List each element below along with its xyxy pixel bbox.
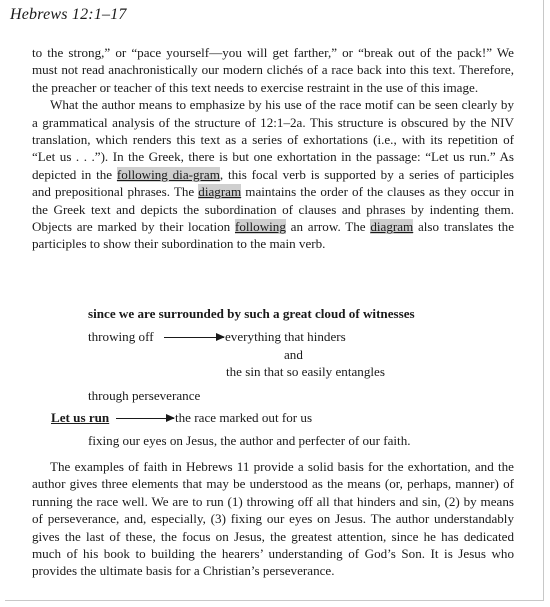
paragraph-2-text-a: What the author means to emphasize by his use of the race motif can be seen clearly by a grammatical analysis of the structure of 12:1–2a. This structure is obscured by the NIV translation, which renders this text as a series of exhortations (i.e., with its repetition of “Let us . . .”). In the Greek, there is but one exhortation in the passage: “Let us run.” As depicted in the	[32, 97, 514, 182]
diagram-line-race: the race marked out for us	[175, 410, 313, 425]
diagram-line-throwing-off: throwing off	[88, 329, 154, 344]
arrow-icon	[116, 418, 174, 419]
paragraph-2-text-e: also translates the participles to show their subordination to the main verb.	[32, 219, 515, 252]
arrow-icon	[164, 337, 224, 338]
paragraph-2-text-b: , this focal verb is supported by a series of participles and prepositional phrases. The	[32, 166, 515, 200]
paragraph-3: The examples of faith in Hebrews 11 provide a solid basis for the exhortation, and the author gives three elements that may be understood as the means (or, perhaps, manner) of running the race well. We are to run (1) throwing off all that hinders and sin, (2) by means of perseverance, and, especially, (3) fixing our eyes on Jesus. The author understandably gives the last of these, the focus on Jesus, the greatest attention, since he has dedicated much of his book to building the hearers’ understanding of God’s Son. It is Jesus who provides the ultimate basis for a Christian’s perseverance.	[32, 459, 514, 579]
diagram-line-let-us-run: Let us run	[51, 410, 110, 425]
body-text-bottom	[32, 458, 514, 580]
diagram-line-and: and	[284, 347, 303, 362]
paragraph-2-text-d: an arrow. The	[285, 219, 371, 235]
paragraph-2-text-c: maintains the order of the clauses as they occur in the Greek text and depicts the subordination of clauses and phrases by indenting them. Objects are marked by their location	[32, 184, 514, 235]
body-text-top	[32, 44, 514, 253]
diagram-line-perseverance: through perseverance	[88, 388, 201, 403]
paragraph-1: to the strong,” or “pace yourself—you will get farther,” or “break out of the pack!” We must not read anachronistically our modern clichés of a race back into this text. Therefore, the preacher or teacher of this text needs to exercise restraint in the use of this image.	[32, 45, 514, 95]
paragraph-2	[32, 96, 514, 253]
highlight-diagram-1[interactable]: diagram	[198, 184, 242, 200]
highlight-diagram-2[interactable]: diagram	[370, 219, 414, 235]
diagram-line-since: since we are surrounded by such a great cloud of witnesses	[88, 306, 415, 321]
grammatical-diagram	[32, 300, 514, 450]
running-head-reference: 12:1–17	[71, 6, 127, 23]
diagram-line-fixing: fixing our eyes on Jesus, the author and perfecter of our faith.	[88, 433, 411, 448]
diagram-line-sin: the sin that so easily entangles	[226, 364, 385, 379]
highlight-following-diagram[interactable]: following dia-gram	[116, 166, 220, 182]
highlight-following[interactable]: following	[234, 219, 286, 235]
running-head	[10, 6, 127, 24]
diagram-line-everything: everything that hinders	[225, 329, 346, 344]
running-head-book: Hebrews	[10, 6, 68, 23]
